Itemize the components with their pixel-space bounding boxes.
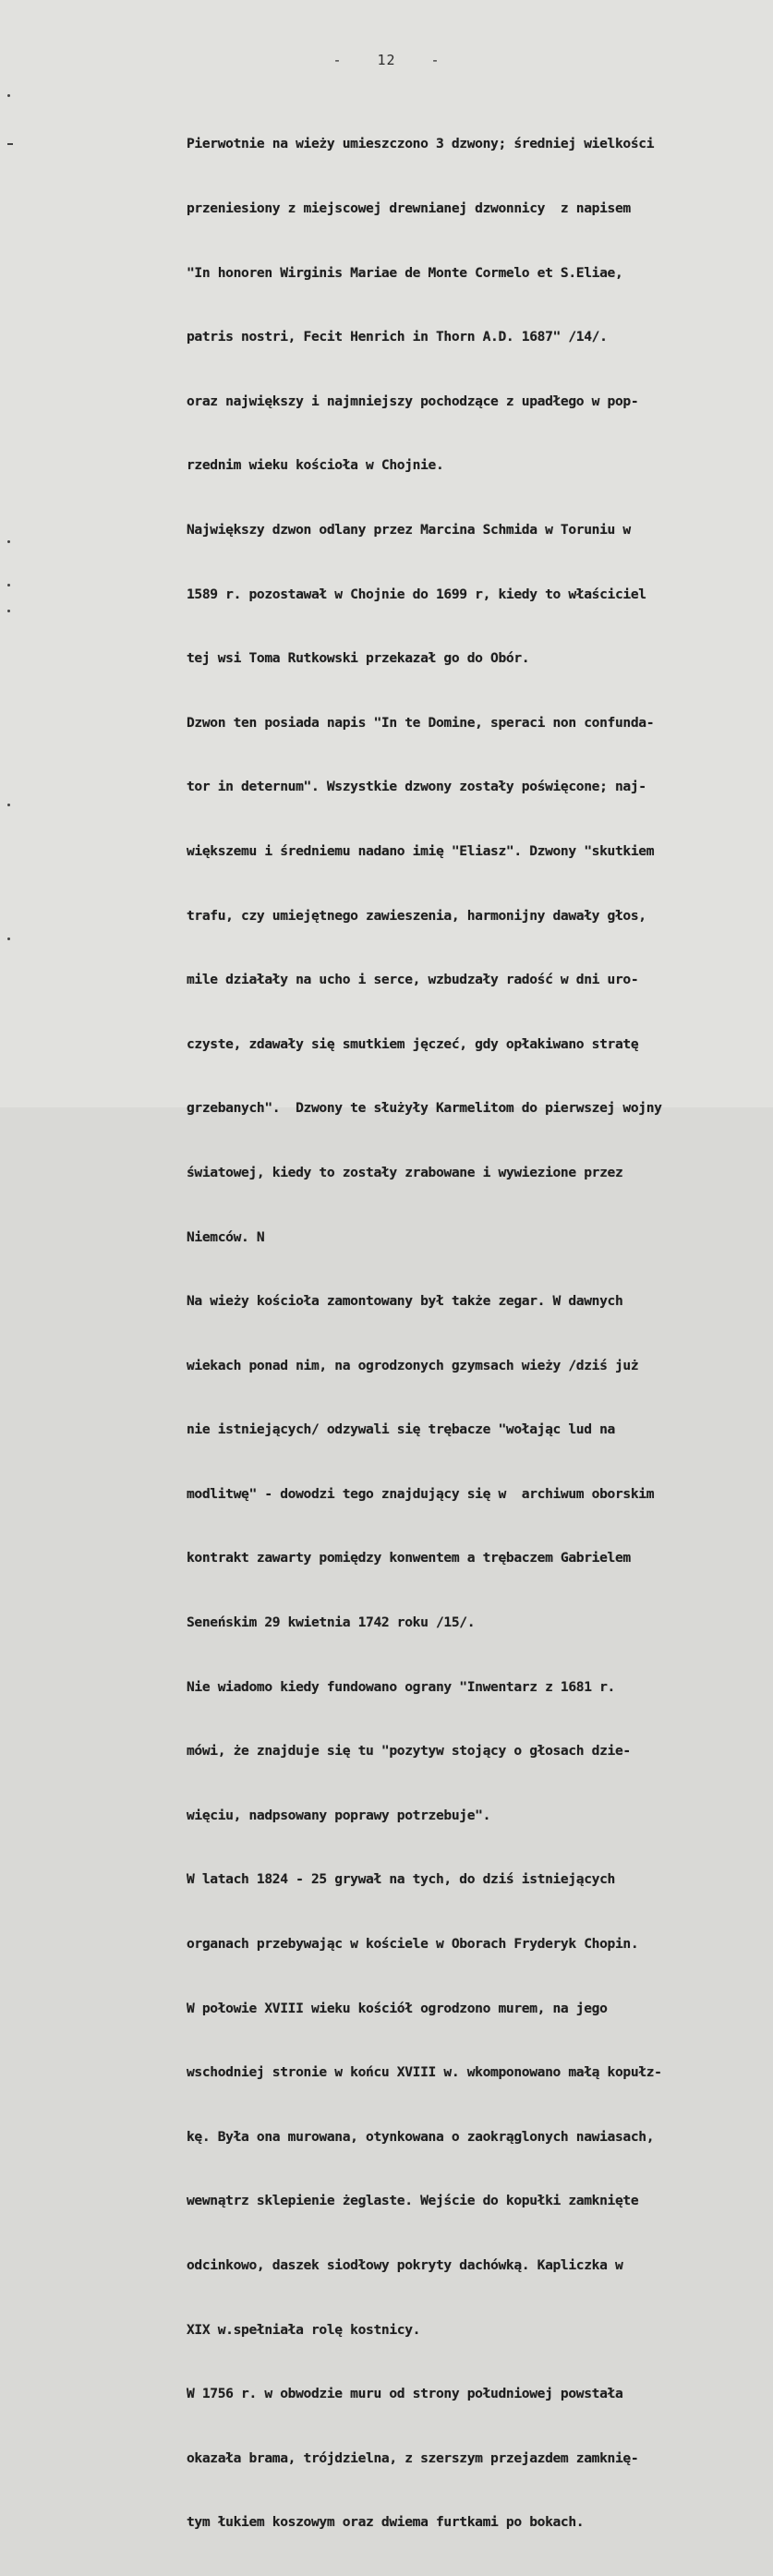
page-number-header	[0, 52, 773, 68]
text-line: wewnątrz sklepienie żeglaste. Wejście do kopułki zamknięte	[187, 2193, 639, 2209]
text-line: 1589 r. pozostawał w Chojnie do 1699 r, kiedy to właściciel	[187, 586, 646, 602]
text-line: Seneńskim 29 kwietnia 1742 roku /15/.	[187, 1615, 476, 1631]
page-number-dash-left: -	[332, 52, 343, 68]
text-line: okazała brama, trójdzielna, z szerszym przejazdem zamknię-	[187, 2449, 639, 2466]
text-line: wschodniej stronie w końcu XVIII w. wkomponowano małą kopułz-	[187, 2064, 662, 2081]
margin-punch-mark	[7, 937, 10, 940]
text-line: oraz największy i najmniejszy pochodzące z upadłego w pop-	[187, 393, 639, 409]
text-line: Na wieży kościoła zamontowany był także zegar. W dawnych	[187, 1293, 623, 1310]
text-line: patris nostri, Fecit Henrich in Thorn A.D. 1687" /14/.	[187, 329, 608, 345]
text-line: tej wsi Toma Rutkowski przekazał go do Obór.	[187, 650, 530, 667]
text-line: tor in deternum". Wszystkie dzwony zostały poświęcone; naj-	[187, 779, 646, 795]
margin-punch-mark	[7, 584, 10, 587]
text-line: W latach 1824 - 25 grywał na tych, do dziś istniejących	[187, 1871, 615, 1888]
text-line: mówi, że znajduje się tu "pozytyw stojący o głosach dzie-	[187, 1743, 631, 1760]
page-number: 12	[377, 52, 396, 68]
margin-punch-mark	[7, 143, 13, 145]
text-line: Największy dzwon odlany przez Marcina Schmida w Toruniu w	[187, 521, 631, 538]
text-line: większemu i średniemu nadano imię "Eliasz". Dzwony "skutkiem	[187, 842, 655, 859]
typewritten-body-text	[187, 91, 770, 2576]
text-line: czyste, zdawały się smutkiem jęczeć, gdy opłakiwano stratę	[187, 1035, 639, 1052]
text-line: odcinkowo, daszek siodłowy pokryty dachówką. Kapliczka w	[187, 2257, 623, 2273]
text-line: W połowie XVIII wieku kościół ogrodzono murem, na jego	[187, 2000, 608, 2016]
text-line: modlitwę" - dowodzi tego znajdujący się w archiwum oborskim	[187, 1485, 655, 1502]
page-number-dash-right: -	[430, 52, 441, 68]
text-line: więciu, nadpsowany poprawy potrzebuje".	[187, 1807, 491, 1823]
text-line: grzebanych". Dzwony te służyły Karmelitom do pierwszej wojny	[187, 1100, 662, 1117]
text-line: wiekach ponad nim, na ogrodzonych gzymsach wieży /dziś już	[187, 1357, 639, 1373]
text-line: tym łukiem koszowym oraz dwiema furtkami po bokach.	[187, 2514, 585, 2531]
text-line: XIX w.spełniała rolę kostnicy.	[187, 2321, 421, 2338]
margin-punch-mark	[7, 94, 10, 97]
text-line: Pierwotnie na wieży umieszczono 3 dzwony; średniej wielkości	[187, 136, 655, 152]
text-line: Niemców. N	[187, 1228, 265, 1245]
text-line: rzednim wieku kościoła w Chojnie.	[187, 457, 444, 474]
text-line: Dzwon ten posiada napis "In te Domine, speraci non confunda-	[187, 714, 655, 731]
text-line: nie istniejących/ odzywali się trębacze "wołając lud na	[187, 1421, 615, 1438]
margin-punch-mark	[7, 610, 10, 612]
text-line: organach przebywając w kościele w Oborach Fryderyk Chopin.	[187, 1936, 639, 1953]
text-line: mile działały na ucho i serce, wzbudzały radość w dni uro-	[187, 972, 639, 988]
text-line: kę. Była ona murowana, otynkowana o zaokrąglonych nawiasach,	[187, 2128, 655, 2145]
text-line: kontrakt zawarty pomiędzy konwentem a trębaczem Gabrielem	[187, 1550, 631, 1566]
text-line: trafu, czy umiejętnego zawieszenia, harmonijny dawały głos,	[187, 907, 646, 924]
text-line: "In honoren Wirginis Mariae de Monte Cormelo et S.Eliae,	[187, 264, 623, 281]
text-line: W 1756 r. w obwodzie muru od strony południowej powstała	[187, 2386, 623, 2402]
margin-punch-mark	[7, 540, 10, 543]
text-line: Nie wiadomo kiedy fundowano ograny "Inwentarz z 1681 r.	[187, 1678, 615, 1695]
text-line: przeniesiony z miejscowej drewnianej dzwonnicy z napisem	[187, 200, 631, 216]
margin-punch-mark	[7, 804, 10, 806]
text-line: światowej, kiedy to zostały zrabowane i wywiezione przez	[187, 1164, 623, 1180]
